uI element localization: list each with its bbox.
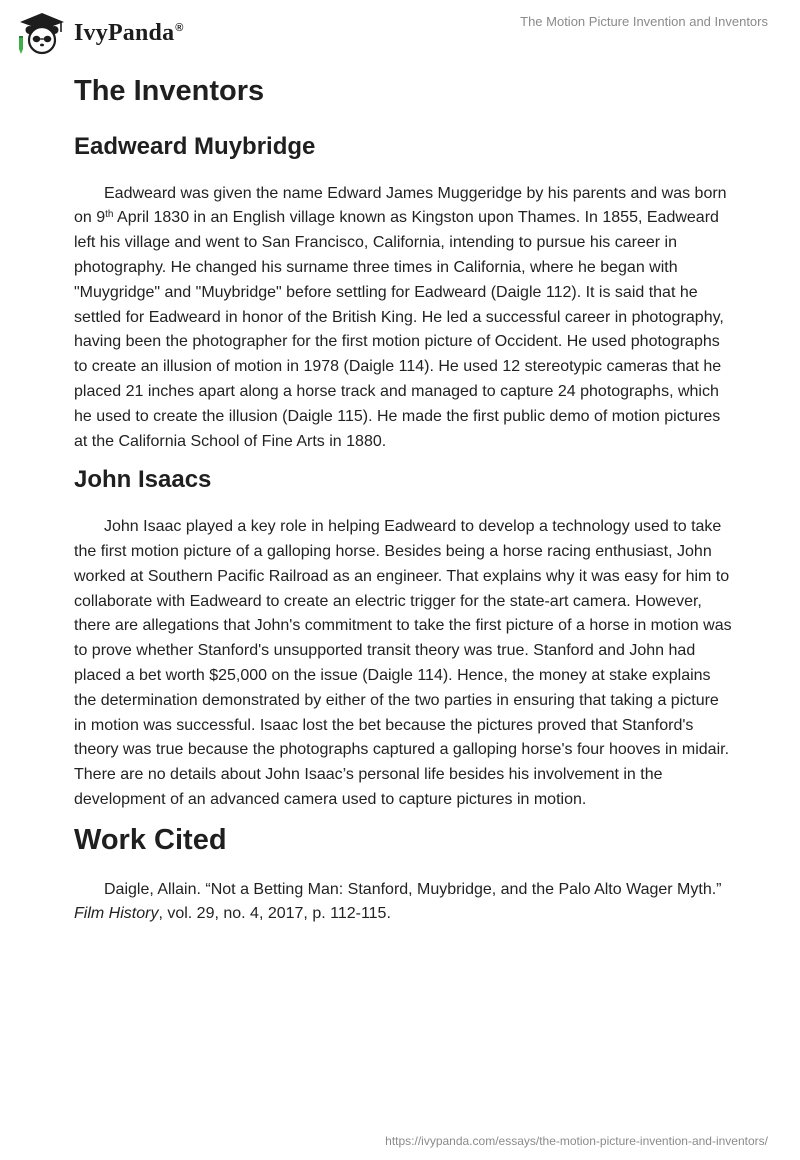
essay-content — [74, 68, 734, 927]
page-title: The Inventors — [74, 75, 265, 107]
brand-logo[interactable] — [16, 10, 184, 56]
section-heading-muybridge: Eadweard Muybridge — [74, 132, 316, 160]
ordinal-superscript: th — [105, 209, 114, 221]
citation-entry: Daigle, Allain. “Not a Betting Man: Stanford, Muybridge, and the Palo Alto Wager Myth.” Film History, vol. 29, no. 4, 2017, p. 112-115. — [74, 880, 722, 923]
section-paragraph-isaacs: John Isaac played a key role in helping Eadweard to develop a technology used to take the first motion picture of a galloping horse. Besides being a horse racing enthusiast, John worked at Southern Pacific Railroad as an engineer. That explains why it was easy for him to collaborate with Eadweard to create an electric trigger for the state-art camera. However, there are allegations that John's commitment to take the first picture of a horse in motion was to prove whether Stanford's unsupported transit theory was true. Stanford and John had placed a bet worth $25,000 on the issue (Daigle 114). Hence, the money at stake explains the determination demonstrated by either of the two parties in ensuring that taking a picture in motion was successful. Isaac lost the bet because the pictures proved that Stanford's theory was true because the photographs captured a galloping horse's four hooves in midair. There are no details about John Isaac’s personal life besides his involvement in the development of an advanced camera used to capture pictures in motion. — [74, 518, 732, 808]
footer-url[interactable]: https://ivypanda.com/essays/the-motion-picture-invention-and-inventors/ — [385, 1134, 768, 1148]
document-title: The Motion Picture Invention and Inventors — [520, 14, 768, 29]
works-cited-title: Work Cited — [74, 823, 227, 856]
section-paragraph-muybridge: Eadweard was given the name Edward James Muggeridge by his parents and was born on 9th April 1830 in an English village known as Kingston upon Thames. In 1855, Eadweard left his village and went to San Francisco, California, intending to pursue his career in photography. He changed his surname three times in California, where he began with "Muygridge" and "Muybridge" before settling for Eadweard (Daigle 112). It is said that he settled for Eadweard in honor of the British King. He led a successful career in photography, having been the photographer for the first motion picture of Occident. He used photographs to create an illusion of motion in 1978 (Daigle 114). He used 12 stereotypic cameras that he placed 21 inches apart along a horse track and managed to capture 24 photographs, which he used to create the illusion (Daigle 115). He made the first public demo of motion pictures at the California School of Fine Arts in 1880. — [74, 184, 727, 450]
citation-journal: Film History — [74, 905, 159, 923]
brand-name: IvyPanda® — [74, 19, 184, 46]
panda-graduate-icon — [16, 10, 66, 56]
section-heading-isaacs: John Isaacs — [74, 466, 212, 494]
page-header — [0, 0, 800, 64]
